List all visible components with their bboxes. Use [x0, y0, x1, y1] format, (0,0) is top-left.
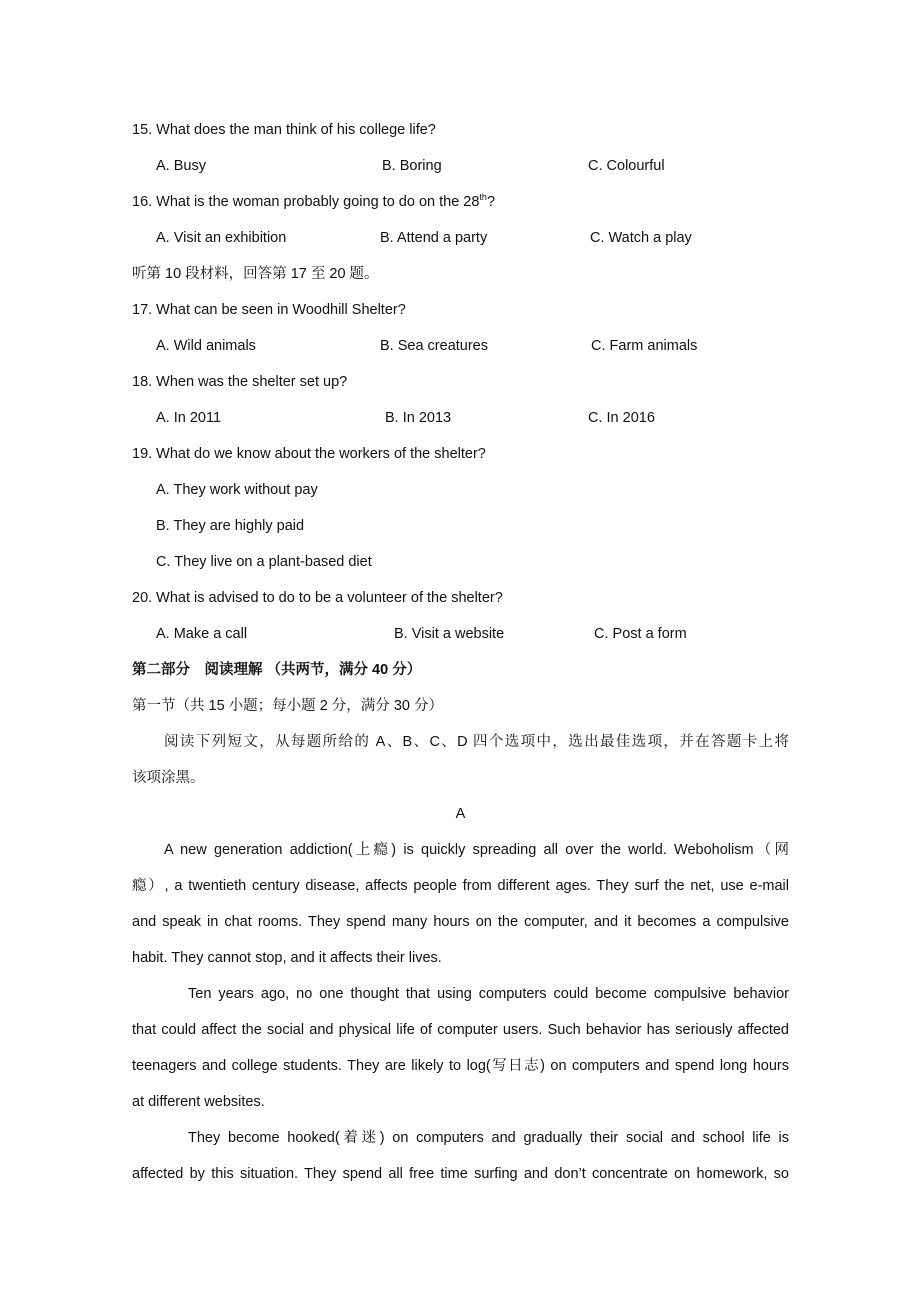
option-c: C. Watch a play [590, 230, 692, 246]
question-15: 15. What does the man think of his college life? [132, 122, 436, 138]
question-16 [132, 184, 789, 220]
passage-label: A [455, 806, 466, 822]
question-18: 18. When was the shelter set up? [132, 374, 348, 390]
instruction-line: 阅读下列短文，从每题所给的 A、B、C、D 四个选项中，选出最佳选项，并在答题卡上将 [164, 734, 789, 750]
option-b: B. Boring [382, 158, 442, 174]
instruction-line: 该项涂黑。 [132, 770, 205, 786]
paragraph-1 [132, 832, 789, 976]
paragraph-line: at different websites. [132, 1094, 265, 1110]
paragraph-line: and speak in chat rooms. They spend many hours on the computer, and it becomes a compulsive [132, 914, 789, 930]
paragraph-line: affected by this situation. They spend all free time surfing and don’t concentrate on homework, so [132, 1166, 789, 1182]
section-title: 第一节（共 15 小题；每小题 2 分，满分 30 分） [132, 698, 443, 714]
question-17: 17. What can be seen in Woodhill Shelter? [132, 302, 406, 318]
question-20: 20. What is advised to do to be a volunteer of the shelter? [132, 590, 503, 606]
option-a: A. Busy [156, 158, 206, 174]
document-page [132, 112, 789, 1192]
part-title: 第二部分 阅读理解 （共两节，满分 40 分） [132, 662, 422, 678]
option-c: C. In 2016 [588, 410, 655, 426]
paragraph-2 [132, 976, 789, 1120]
option-a: A. Wild animals [156, 338, 256, 354]
question-mark: ? [486, 194, 496, 210]
section-10-instruction: 听第 10 段材料，回答第 17 至 20 题。 [132, 266, 379, 282]
option-c: C. Post a form [594, 626, 687, 642]
question-19: 19. What do we know about the workers of the shelter? [132, 446, 486, 462]
option-a: A. Make a call [156, 626, 248, 642]
option-c: C. Colourful [588, 158, 665, 174]
option-a: A. Visit an exhibition [156, 230, 287, 246]
options-17 [132, 328, 789, 364]
paragraph-line: teenagers and college students. They are likely to log(写日志) on computers and spend long hours [132, 1058, 789, 1074]
option-a: A. They work without pay [156, 482, 318, 498]
option-b: B. In 2013 [385, 410, 452, 426]
option-a: A. In 2011 [156, 410, 222, 426]
paragraph-line: A new generation addiction(上瘾) is quickly spreading all over the world. Weboholism（网 [164, 842, 789, 858]
question-text: 16. What is the woman probably going to do on the 28 [132, 194, 480, 210]
paragraph-line: habit. They cannot stop, and it affects their lives. [132, 950, 442, 966]
option-b: B. Visit a website [394, 626, 505, 642]
options-18 [132, 400, 789, 436]
option-b: B. They are highly paid [156, 518, 305, 534]
options-16 [132, 220, 789, 256]
paragraph-line: They become hooked(着迷) on computers and gradually their social and school life is [188, 1130, 789, 1146]
option-c: C. Farm animals [591, 338, 698, 354]
options-20 [132, 616, 789, 652]
superscript: th [479, 192, 487, 203]
paragraph-3 [132, 1120, 789, 1192]
paragraph-line: Ten years ago, no one thought that using computers could become compulsive behavior [188, 986, 789, 1002]
option-b: B. Sea creatures [380, 338, 488, 354]
option-b: B. Attend a party [380, 230, 488, 246]
paragraph-line: that could affect the social and physical life of computer users. Such behavior has seriously affected [132, 1022, 789, 1038]
paragraph-line: 瘾）, a twentieth century disease, affects people from different ages. They surf the net, use e-mail [132, 878, 789, 894]
options-15 [132, 148, 789, 184]
option-c: C. They live on a plant-based diet [156, 554, 372, 570]
